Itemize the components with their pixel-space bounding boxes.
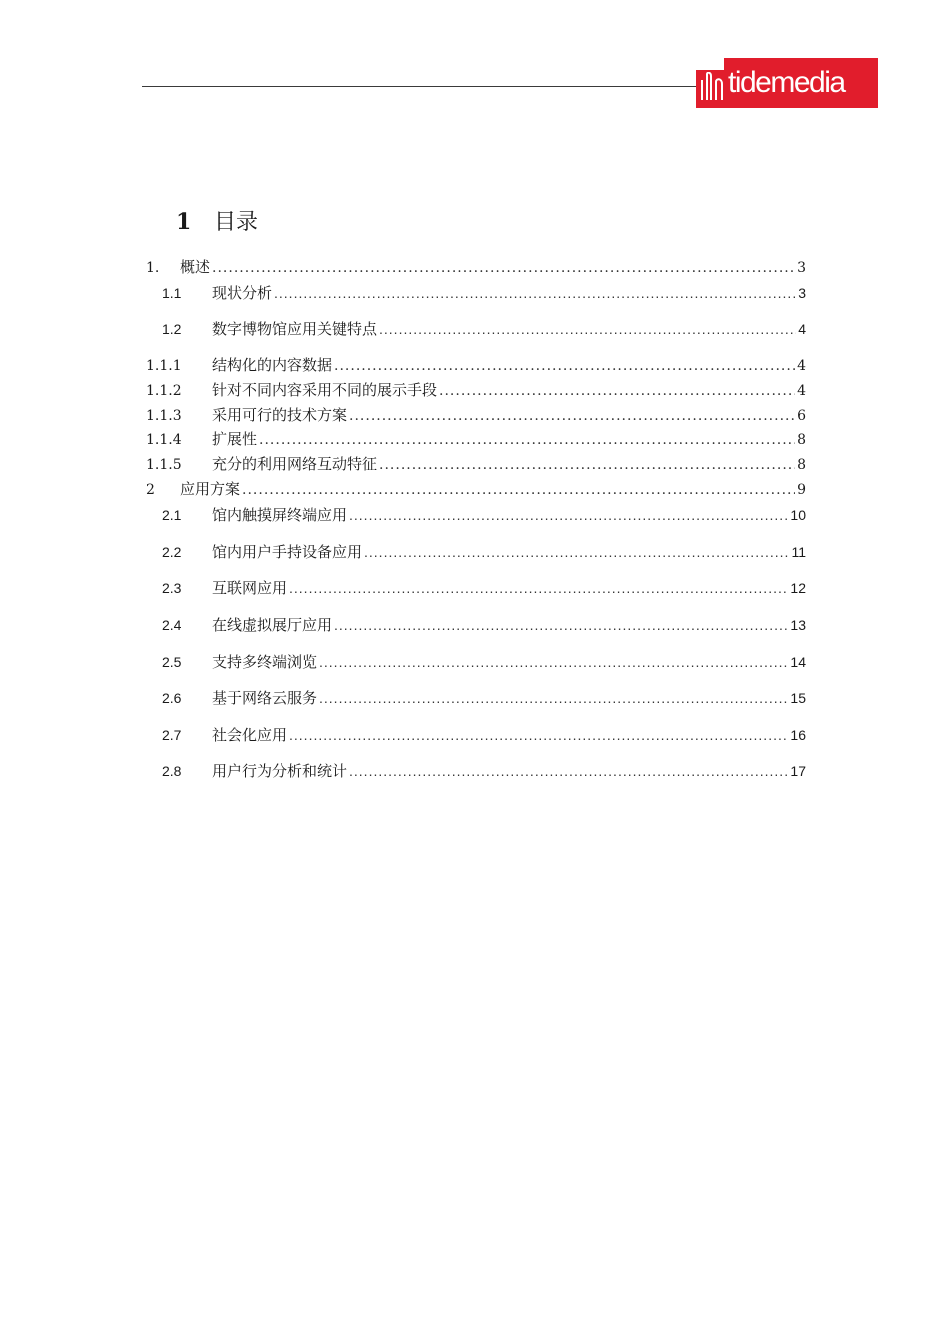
toc-entry-number: 1. xyxy=(146,260,160,276)
toc-entry-number: 1.1.5 xyxy=(146,457,182,473)
toc-entry-number: 2.1 xyxy=(162,507,182,523)
toc-entry-number: 1.1.1 xyxy=(146,358,182,374)
toc-leader-dots xyxy=(349,763,788,779)
toc-heading-title: 目录 xyxy=(214,210,259,235)
toc-leader-dots xyxy=(364,544,789,560)
toc-entry-title: 现状分析 xyxy=(212,284,273,302)
toc-leader-dots xyxy=(439,383,795,399)
toc-leader-dots xyxy=(379,321,796,337)
toc-heading-number: 1 xyxy=(176,209,192,235)
toc-entry-number: 1.2 xyxy=(162,321,182,337)
toc-entry-overview[interactable] xyxy=(146,256,806,276)
toc-entry-title: 扩展性 xyxy=(212,430,258,448)
toc-entry-number: 1.1.3 xyxy=(146,408,182,424)
toc-entry-title: 概述 xyxy=(180,258,211,276)
toc-entry-number: 2.4 xyxy=(162,617,182,633)
toc-entry-page: 12 xyxy=(790,580,806,596)
toc-entry-2-2[interactable] xyxy=(162,541,806,563)
toc-entry-page: 10 xyxy=(790,507,806,523)
toc-entry-number: 2.8 xyxy=(162,763,182,779)
toc-entry-1-1-5[interactable] xyxy=(146,453,806,473)
toc-entry-2[interactable] xyxy=(146,478,806,498)
toc-entry-number: 2.7 xyxy=(162,727,182,743)
toc-entry-title: 基于网络云服务 xyxy=(212,689,318,707)
toc-entry-number: 2.6 xyxy=(162,690,182,706)
toc-entry-page: 8 xyxy=(797,432,806,448)
toc-entry-1-1-1[interactable] xyxy=(146,354,806,374)
toc-entry-page: 11 xyxy=(791,544,806,560)
toc-entry-number: 1.1.4 xyxy=(146,432,182,448)
toc-leader-dots xyxy=(212,260,795,276)
toc-entry-title: 在线虚拟展厅应用 xyxy=(212,616,333,634)
toc-entry-title: 数字博物馆应用关键特点 xyxy=(212,320,378,338)
toc-entry-page: 15 xyxy=(790,690,806,706)
toc-entry-page: 4 xyxy=(797,358,806,374)
toc-leader-dots xyxy=(289,580,788,596)
toc-entry-2-7[interactable] xyxy=(162,724,806,746)
toc-entry-page: 14 xyxy=(790,654,806,670)
toc-heading xyxy=(176,205,258,240)
toc-entry-number: 1.1 xyxy=(162,285,182,301)
toc-entry-page: 17 xyxy=(790,763,806,779)
toc-entry-page: 8 xyxy=(797,457,806,473)
toc-entry-title: 馆内触摸屏终端应用 xyxy=(212,506,348,524)
toc-entry-2-4[interactable] xyxy=(162,614,806,636)
logo-notch xyxy=(696,58,724,70)
toc-entry-1-1-3[interactable] xyxy=(146,404,806,424)
toc-entry-title: 采用可行的技术方案 xyxy=(212,406,348,424)
toc-entry-page: 9 xyxy=(797,482,806,498)
toc-leader-dots xyxy=(334,617,788,633)
toc-leader-dots xyxy=(349,408,795,424)
toc-entry-1-1-4[interactable] xyxy=(146,428,806,448)
toc-entry-2-8[interactable] xyxy=(162,760,806,782)
toc-entry-title: 结构化的内容数据 xyxy=(212,356,333,374)
logo-wave-icon xyxy=(700,72,728,102)
toc-entry-page: 6 xyxy=(797,408,806,424)
toc-entry-number: 2.2 xyxy=(162,544,182,560)
toc-entry-2-1[interactable] xyxy=(162,504,806,526)
toc-entry-2-6[interactable] xyxy=(162,687,806,709)
toc-entry-title: 支持多终端浏览 xyxy=(212,653,318,671)
toc-leader-dots xyxy=(319,690,788,706)
toc-leader-dots xyxy=(259,432,795,448)
toc-leader-dots xyxy=(289,727,788,743)
toc-entry-title: 馆内用户手持设备应用 xyxy=(212,543,363,561)
toc-entry-title: 用户行为分析和统计 xyxy=(212,762,348,780)
toc-entry-page: 16 xyxy=(790,727,806,743)
toc-entry-page: 3 xyxy=(797,260,806,276)
toc-entry-1-1-2[interactable] xyxy=(146,379,806,399)
tidemedia-logo xyxy=(696,58,878,108)
toc-entry-1-1[interactable] xyxy=(162,282,806,304)
toc-entry-page: 4 xyxy=(797,383,806,399)
toc-leader-dots xyxy=(242,482,795,498)
toc-entry-number: 2.5 xyxy=(162,654,182,670)
toc-entry-number: 2.3 xyxy=(162,580,182,596)
toc-entry-title: 应用方案 xyxy=(180,480,241,498)
toc-entry-number: 2 xyxy=(146,482,155,498)
toc-leader-dots xyxy=(319,654,788,670)
toc-leader-dots xyxy=(334,358,795,374)
toc-entry-page: 13 xyxy=(790,617,806,633)
toc-entry-title: 社会化应用 xyxy=(212,726,288,744)
toc-entry-title: 充分的利用网络互动特征 xyxy=(212,455,378,473)
toc-leader-dots xyxy=(274,285,796,301)
logo-text: tidemedia xyxy=(728,66,845,99)
toc-entry-title: 针对不同内容采用不同的展示手段 xyxy=(212,381,438,399)
toc-leader-dots xyxy=(379,457,795,473)
toc-entry-page: 4 xyxy=(798,321,806,337)
toc-entry-2-3[interactable] xyxy=(162,577,806,599)
toc-entry-title: 互联网应用 xyxy=(212,579,288,597)
toc-entry-2-5[interactable] xyxy=(162,651,806,673)
header-rule xyxy=(142,86,698,87)
toc-entry-1-2[interactable] xyxy=(162,318,806,340)
toc-entry-page: 3 xyxy=(798,285,806,301)
toc-entry-number: 1.1.2 xyxy=(146,383,182,399)
toc-leader-dots xyxy=(349,507,788,523)
